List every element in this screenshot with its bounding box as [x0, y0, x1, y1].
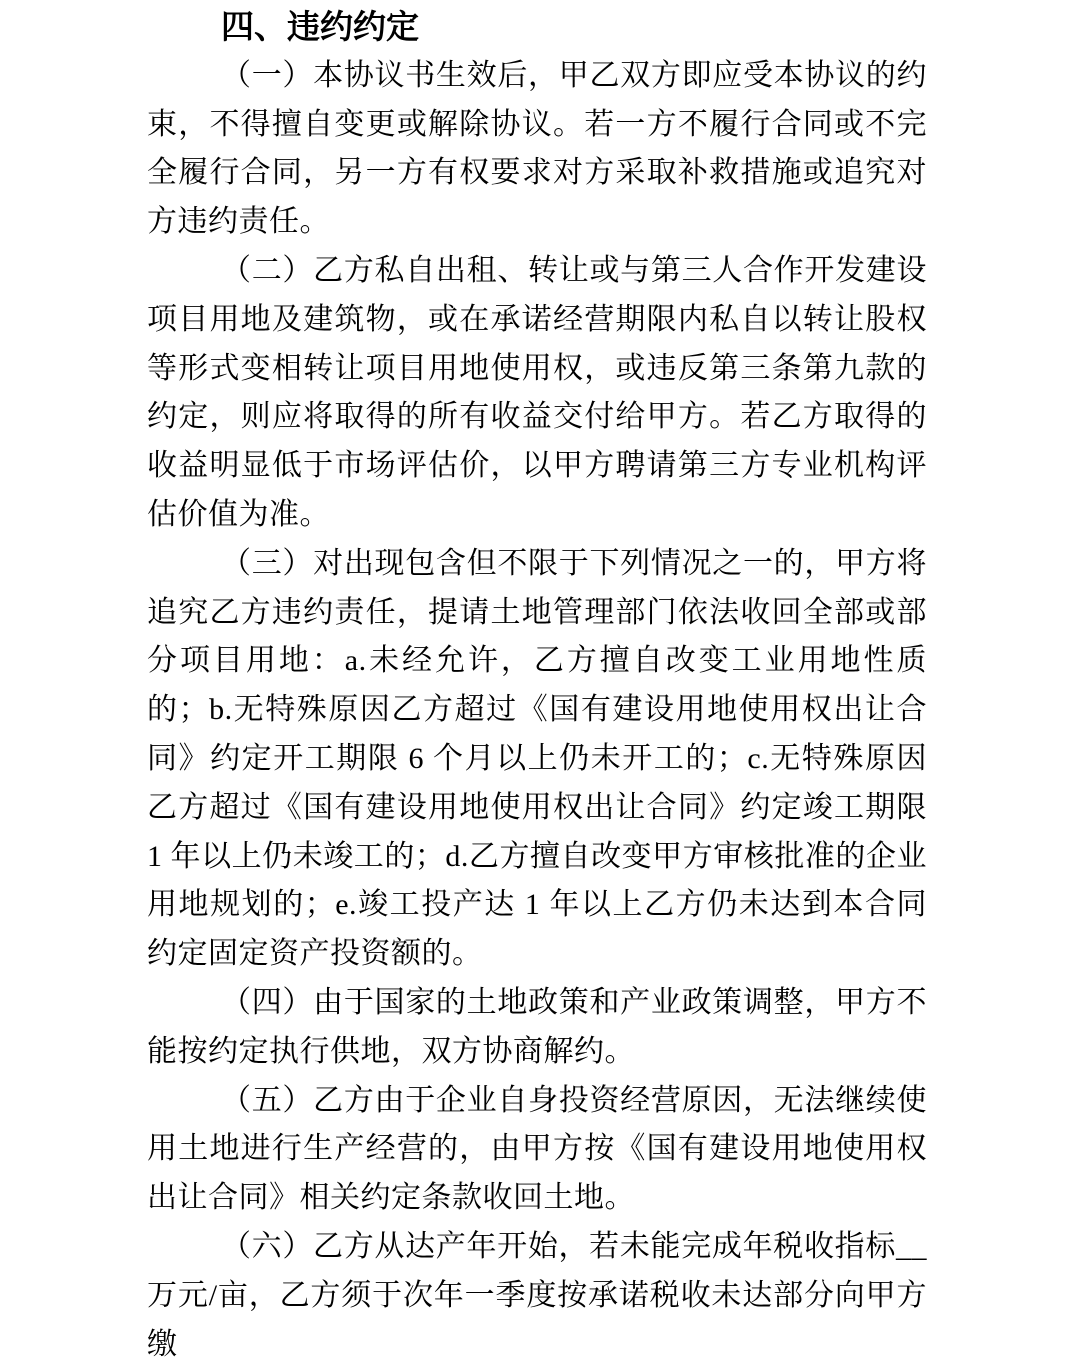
clause-paragraph-5: （五）乙方由于企业自身投资经营原因，无法继续使用土地进行生产经营的，由甲方按《国有建设用地使用权出让合同》相关约定条款收回土地。 [147, 1083, 927, 1215]
clause-paragraph-6: （六）乙方从达产年开始，若未能完成年税收指标__万元/亩，乙方须于次年一季度按承诺税收未达部分向甲方缴 [147, 1229, 927, 1361]
clause-paragraph-1: （一）本协议书生效后，甲乙双方即应受本协议的约束，不得擅自变更或解除协议。若一方不履行合同或不完全履行合同，另一方有权要求对方采取补救措施或追究对方违约责任。 [147, 58, 927, 239]
section-heading: 四、违约约定 [221, 7, 419, 46]
contract-section-breach-provisions [147, 0, 927, 1369]
clause-paragraph-3: （三）对出现包含但不限于下列情况之一的，甲方将追究乙方违约责任，提请土地管理部门依法收回全部或部分项目用地：a.未经允许，乙方擅自改变工业用地性质的；b.无特殊原因乙方超过《国有建设用地使用权出让合同》约定开工期限 6 个月以上仍未开工的；c.无特殊原因乙方超过《国有建设用地使用权出让合同》约定竣工期限 1 年以上仍未竣工的；d.乙方擅自改变甲方审核批准的企业用地规划的；e.竣工投产达 1 年以上乙方仍未达到本合同约定固定资产投资额的。 [147, 546, 927, 971]
clause-paragraph-4: （四）由于国家的土地政策和产业政策调整，甲方不能按约定执行供地，双方协商解约。 [147, 985, 927, 1068]
clause-paragraph-2: （二）乙方私自出租、转让或与第三人合作开发建设项目用地及建筑物，或在承诺经营期限内私自以转让股权等形式变相转让项目用地使用权，或违反第三条第九款的约定，则应将取得的所有收益交付给甲方。若乙方取得的收益明显低于市场评估价，以甲方聘请第三方专业机构评估价值为准。 [147, 253, 927, 531]
